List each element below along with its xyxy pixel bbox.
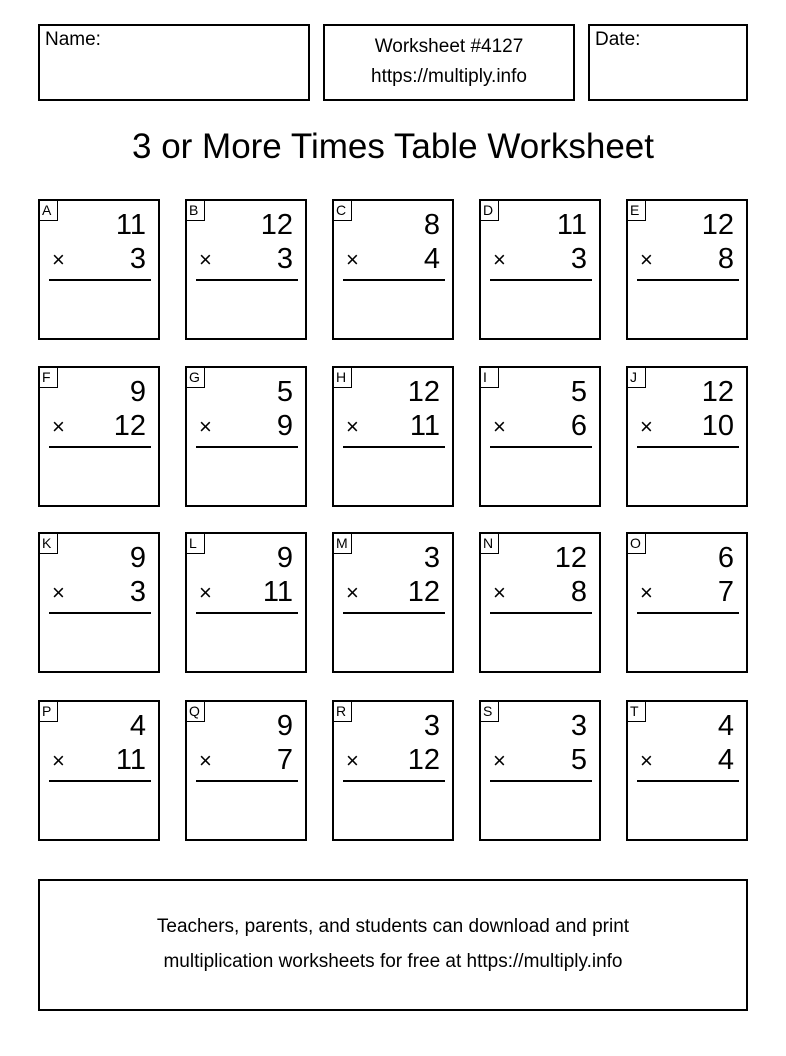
times-sign: × — [493, 748, 506, 773]
problem-card-k — [38, 532, 160, 673]
problem-card-l — [185, 532, 307, 673]
answer-line — [49, 612, 151, 614]
multiplier: 3 — [129, 576, 146, 608]
problem-label: O — [627, 533, 646, 554]
answer-line — [49, 279, 151, 281]
problem-label: D — [480, 200, 499, 221]
answer-line — [49, 780, 151, 782]
answer-line — [196, 612, 298, 614]
worksheet-info-box — [323, 24, 575, 101]
multiplier: 7 — [717, 576, 734, 608]
multiplier: 12 — [407, 744, 440, 776]
answer-line — [343, 446, 445, 448]
problem-label: E — [627, 200, 646, 221]
multiplicand: 12 — [260, 209, 293, 241]
multiplicand: 6 — [717, 542, 734, 574]
problem-label: G — [186, 367, 205, 388]
answer-line — [637, 780, 739, 782]
multiplier: 8 — [717, 243, 734, 275]
problem-label: M — [333, 533, 352, 554]
problem-label: P — [39, 701, 58, 722]
problem-card-p — [38, 700, 160, 841]
problem-card-e — [626, 199, 748, 340]
multiplier: 4 — [717, 744, 734, 776]
times-sign: × — [640, 580, 653, 605]
multiplier: 11 — [115, 744, 146, 776]
problem-label: F — [39, 367, 58, 388]
problem-card-o — [626, 532, 748, 673]
footer-box — [38, 879, 748, 1011]
problem-card-g — [185, 366, 307, 507]
times-sign: × — [640, 414, 653, 439]
multiplicand: 11 — [556, 209, 587, 241]
problem-label: J — [627, 367, 646, 388]
times-sign: × — [493, 580, 506, 605]
worksheet-url: https://multiply.info — [371, 66, 527, 87]
multiplier: 3 — [129, 243, 146, 275]
times-sign: × — [346, 414, 359, 439]
answer-line — [196, 446, 298, 448]
problem-card-f — [38, 366, 160, 507]
problem-label: H — [333, 367, 352, 388]
answer-line — [490, 279, 592, 281]
problem-card-d — [479, 199, 601, 340]
multiplicand: 9 — [276, 542, 293, 574]
date-field[interactable] — [588, 24, 748, 101]
problem-label: B — [186, 200, 205, 221]
multiplicand: 3 — [423, 710, 440, 742]
footer-line-2: multiplication worksheets for free at https://multiply.info — [163, 951, 623, 972]
worksheet-number: Worksheet #4127 — [374, 36, 524, 57]
answer-line — [490, 446, 592, 448]
problem-card-m — [332, 532, 454, 673]
problem-card-b — [185, 199, 307, 340]
problem-card-a — [38, 199, 160, 340]
problem-label: Q — [186, 701, 205, 722]
multiplier: 3 — [276, 243, 293, 275]
times-sign: × — [52, 247, 65, 272]
times-sign: × — [199, 414, 212, 439]
multiplicand: 12 — [554, 542, 587, 574]
times-sign: × — [640, 748, 653, 773]
problem-card-h — [332, 366, 454, 507]
multiplier: 10 — [701, 410, 734, 442]
name-label: Name: — [45, 29, 101, 50]
problem-card-s — [479, 700, 601, 841]
answer-line — [637, 612, 739, 614]
problem-label: L — [186, 533, 205, 554]
multiplicand: 3 — [570, 710, 587, 742]
answer-line — [490, 780, 592, 782]
multiplicand: 3 — [423, 542, 440, 574]
multiplicand: 12 — [701, 376, 734, 408]
answer-line — [196, 780, 298, 782]
multiplier: 7 — [276, 744, 293, 776]
times-sign: × — [640, 247, 653, 272]
problem-card-i — [479, 366, 601, 507]
answer-line — [196, 279, 298, 281]
answer-line — [490, 612, 592, 614]
problem-label: A — [39, 200, 58, 221]
multiplier: 5 — [570, 744, 587, 776]
problem-label: R — [333, 701, 352, 722]
multiplicand: 9 — [129, 542, 146, 574]
multiplier: 3 — [570, 243, 587, 275]
multiplicand: 12 — [407, 376, 440, 408]
multiplier: 12 — [407, 576, 440, 608]
multiplicand: 4 — [717, 710, 734, 742]
multiplier: 4 — [423, 243, 440, 275]
answer-line — [343, 279, 445, 281]
problem-label: N — [480, 533, 499, 554]
multiplier: 9 — [276, 410, 293, 442]
answer-line — [343, 780, 445, 782]
times-sign: × — [52, 580, 65, 605]
multiplier: 12 — [113, 410, 146, 442]
answer-line — [637, 279, 739, 281]
times-sign: × — [493, 247, 506, 272]
problem-card-r — [332, 700, 454, 841]
times-sign: × — [346, 748, 359, 773]
footer-line-1: Teachers, parents, and students can download and print — [156, 916, 630, 937]
multiplier: 8 — [570, 576, 587, 608]
problem-label: C — [333, 200, 352, 221]
multiplicand: 11 — [115, 209, 146, 241]
problem-card-t — [626, 700, 748, 841]
problem-label: S — [480, 701, 499, 722]
problem-label: T — [627, 701, 646, 722]
problem-card-q — [185, 700, 307, 841]
multiplier: 11 — [262, 576, 293, 608]
multiplicand: 9 — [276, 710, 293, 742]
multiplicand: 5 — [570, 376, 587, 408]
multiplicand: 8 — [423, 209, 440, 241]
times-sign: × — [52, 414, 65, 439]
times-sign: × — [199, 580, 212, 605]
name-field[interactable] — [38, 24, 310, 101]
answer-line — [49, 446, 151, 448]
answer-line — [343, 612, 445, 614]
times-sign: × — [52, 748, 65, 773]
multiplicand: 4 — [129, 710, 146, 742]
problem-label: K — [39, 533, 58, 554]
answer-line — [637, 446, 739, 448]
times-sign: × — [199, 748, 212, 773]
times-sign: × — [493, 414, 506, 439]
multiplier: 11 — [409, 410, 440, 442]
date-label: Date: — [595, 29, 641, 50]
multiplicand: 5 — [276, 376, 293, 408]
problem-card-n — [479, 532, 601, 673]
times-sign: × — [346, 247, 359, 272]
problem-card-j — [626, 366, 748, 507]
multiplier: 6 — [570, 410, 587, 442]
problem-label: I — [480, 367, 499, 388]
times-sign: × — [199, 247, 212, 272]
multiplicand: 12 — [701, 209, 734, 241]
page-title: 3 or More Times Table Worksheet — [132, 127, 654, 166]
times-sign: × — [346, 580, 359, 605]
multiplicand: 9 — [129, 376, 146, 408]
problem-card-c — [332, 199, 454, 340]
